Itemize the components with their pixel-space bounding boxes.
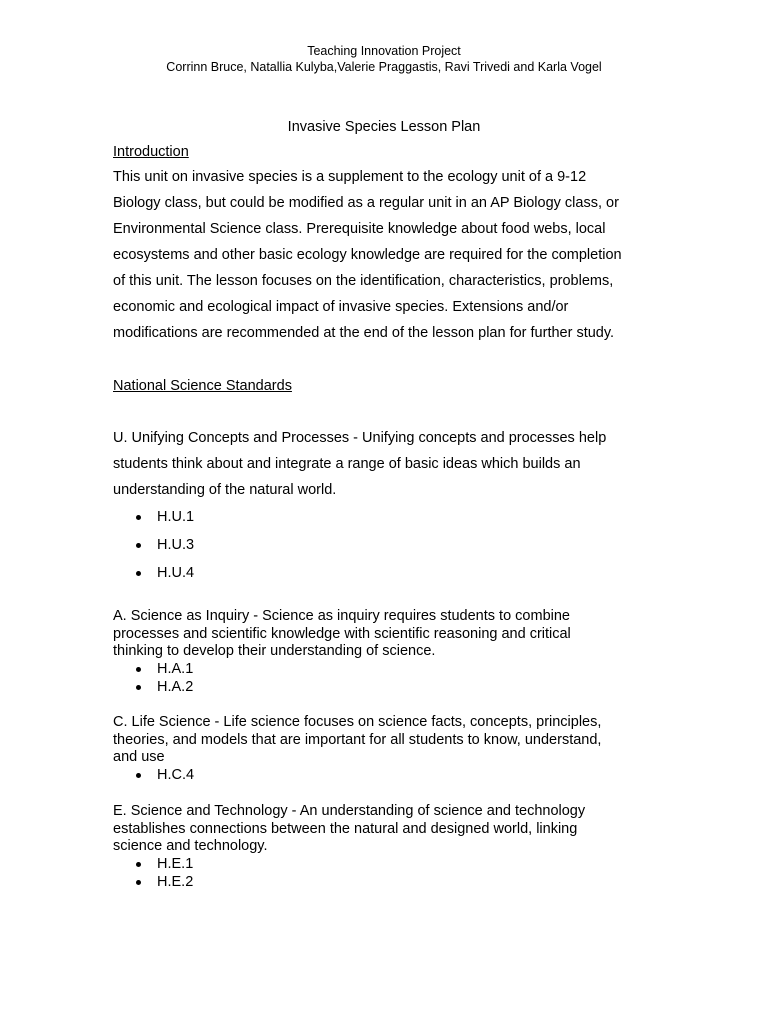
list-item: H.E.2 [113, 874, 193, 892]
introduction-line: Biology class, but could be modified as a regular unit in an AP Biology class, or [113, 195, 619, 211]
unifying-line: students think about and integrate a range of basic ideas which builds an [113, 456, 581, 472]
life-science-line: C. Life Science - Life science focuses on science facts, concepts, principles, [113, 714, 602, 730]
inquiry-line: processes and scientific knowledge with scientific reasoning and critical [113, 625, 571, 642]
introduction-line: ecosystems and other basic ecology knowledge are required for the completion [113, 247, 622, 263]
lesson-plan-title: Invasive Species Lesson Plan [287, 119, 481, 135]
technology-line: establishes connections between the natural and designed world, linking [113, 820, 578, 837]
list-item: H.A.1 [113, 661, 193, 679]
technology-line: science and technology. [113, 838, 268, 854]
authors-line: Corrinn Bruce, Natallia Kulyba,Valerie Praggastis, Ravi Trivedi and Karla Vogel [166, 60, 602, 74]
list-item: H.U.1 [113, 503, 194, 531]
inquiry-line: A. Science as Inquiry - Science as inquiry requires students to combine [113, 608, 570, 624]
life-science-line: theories, and models that are important for all students to know, understand, [113, 731, 602, 748]
life-science-standards-list [113, 767, 194, 785]
introduction-line: modifications are recommended at the end of the lesson plan for further study. [113, 325, 615, 341]
list-item: H.U.4 [113, 559, 194, 587]
introduction-paragraph [113, 164, 673, 346]
unifying-paragraph [113, 425, 673, 503]
unifying-line: understanding of the natural world. [113, 482, 337, 498]
unifying-line: U. Unifying Concepts and Processes - Unifying concepts and processes help [113, 430, 607, 446]
inquiry-standards-list [113, 661, 193, 696]
technology-standards-list [113, 856, 193, 891]
list-item: H.C.4 [113, 767, 194, 785]
introduction-heading: Introduction [113, 144, 189, 160]
standards-heading: National Science Standards [113, 378, 292, 394]
list-item: H.U.3 [113, 531, 194, 559]
list-item: H.A.2 [113, 679, 193, 697]
technology-line: E. Science and Technology - An understanding of science and technology [113, 803, 586, 819]
unifying-standards-list [113, 503, 194, 587]
project-title: Teaching Innovation Project [307, 44, 461, 58]
introduction-line: of this unit. The lesson focuses on the identification, characteristics, problems, [113, 273, 614, 289]
inquiry-paragraph [113, 608, 633, 661]
list-item: H.E.1 [113, 856, 193, 874]
introduction-line: This unit on invasive species is a supplement to the ecology unit of a 9-12 [113, 169, 587, 185]
technology-paragraph [113, 803, 633, 856]
life-science-paragraph [113, 714, 633, 767]
introduction-line: economic and ecological impact of invasive species. Extensions and/or [113, 299, 569, 315]
life-science-line: and use [113, 749, 165, 765]
introduction-line: Environmental Science class. Prerequisite knowledge about food webs, local [113, 221, 606, 237]
inquiry-line: thinking to develop their understanding of science. [113, 643, 436, 659]
